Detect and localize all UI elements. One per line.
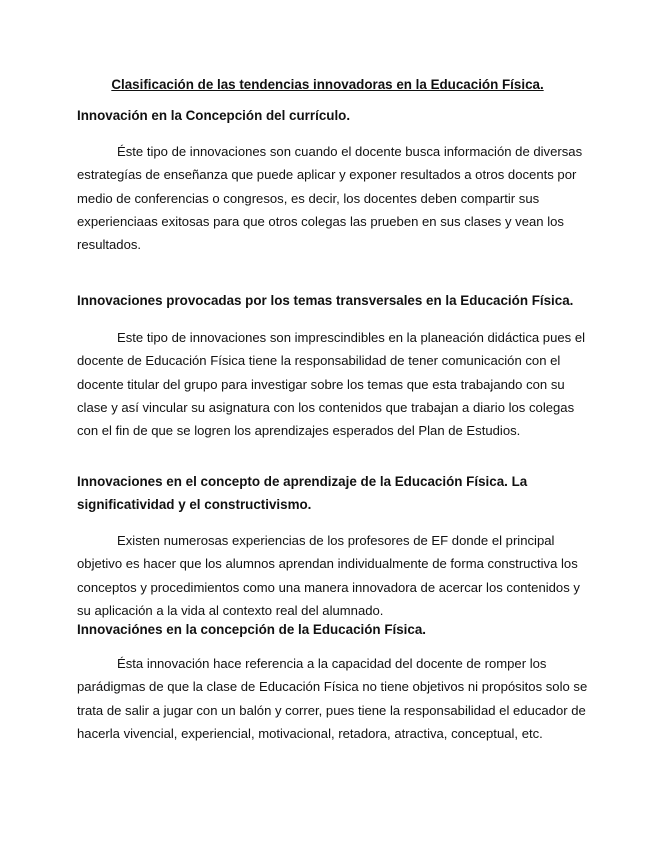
body-line: clase y así vincular su asignatura con los contenidos que trabajan a diario los colegas [77,399,575,415]
body-line: conceptos y procedimientos como una manera innovadora de acercar los contenidos y [77,579,580,595]
section-body-curriculo [77,140,583,256]
body-line: objetivo es hacer que los alumnos aprendan individualmente de forma constructiva los [77,556,578,572]
section-body-aprendizaje [77,529,579,622]
body-line: resultados. [77,237,142,253]
body-line: estrategías de enseñanza que puede aplicar y exponer resultados a otros docents por [77,167,577,183]
body-line: hacerla vivencial, experiencial, motivacional, retadora, atractiva, conceptual, etc. [77,725,543,741]
body-line: parádigmas de que la clase de Educación Física no tiene objetivos ni propósitos solo se [77,679,588,695]
body-line: trata de salir a jugar con un balón y correr, pues tiene la responsabilidad el educador de [77,702,586,718]
body-line: Existen numerosas experiencias de los profesores de EF donde el principal [117,533,555,548]
body-line: su aplicación a la vida al contexto real del alumnado. [77,602,384,618]
section-heading-temas-transversales [77,289,577,312]
body-line: experienciaas exitosas para que otros colegas las prueben en sus clases y vean los [77,213,564,229]
body-line: Ésta innovación hace referencia a la capacidad del docente de romper los [117,656,547,671]
section-heading-concepcion-ef [77,618,577,641]
section-heading-aprendizaje [77,470,577,517]
heading-line: Innovaciónes en la concepción de la Educación Física. [77,622,427,637]
section-heading-curriculo [77,104,577,127]
heading-line: Innovaciones en el concepto de aprendizaje de la Educación Física. La [77,474,528,489]
heading-line: significatividad y el constructivismo. [77,497,312,513]
body-line: medio de conferencias o congresos, es decir, los docentes deben compartir sus [77,190,540,206]
section-body-temas-transversales [77,326,586,442]
heading-line: Innovación en la Concepción del currículo. [77,108,351,123]
body-line: docente titular del grupo para investigar sobre los temas que esta trabajando con su [77,376,565,392]
body-line: Este tipo de innovaciones son imprescindibles en la planeación didáctica pues el [117,330,586,345]
section-body-concepcion-ef [77,652,588,745]
heading-line: Innovaciones provocadas por los temas transversales en la Educación Física. [77,293,574,308]
body-line: con el fin de que se logren los aprendizajes esperados del Plan de Estudios. [77,423,521,439]
document-title: Clasificación de las tendencias innovadoras en la Educación Física. [111,77,544,92]
body-line: Éste tipo de innovaciones son cuando el docente busca información de diversas [117,144,583,159]
body-line: docente de Educación Física tiene la responsabilidad de tener comunicación con el [77,353,561,369]
